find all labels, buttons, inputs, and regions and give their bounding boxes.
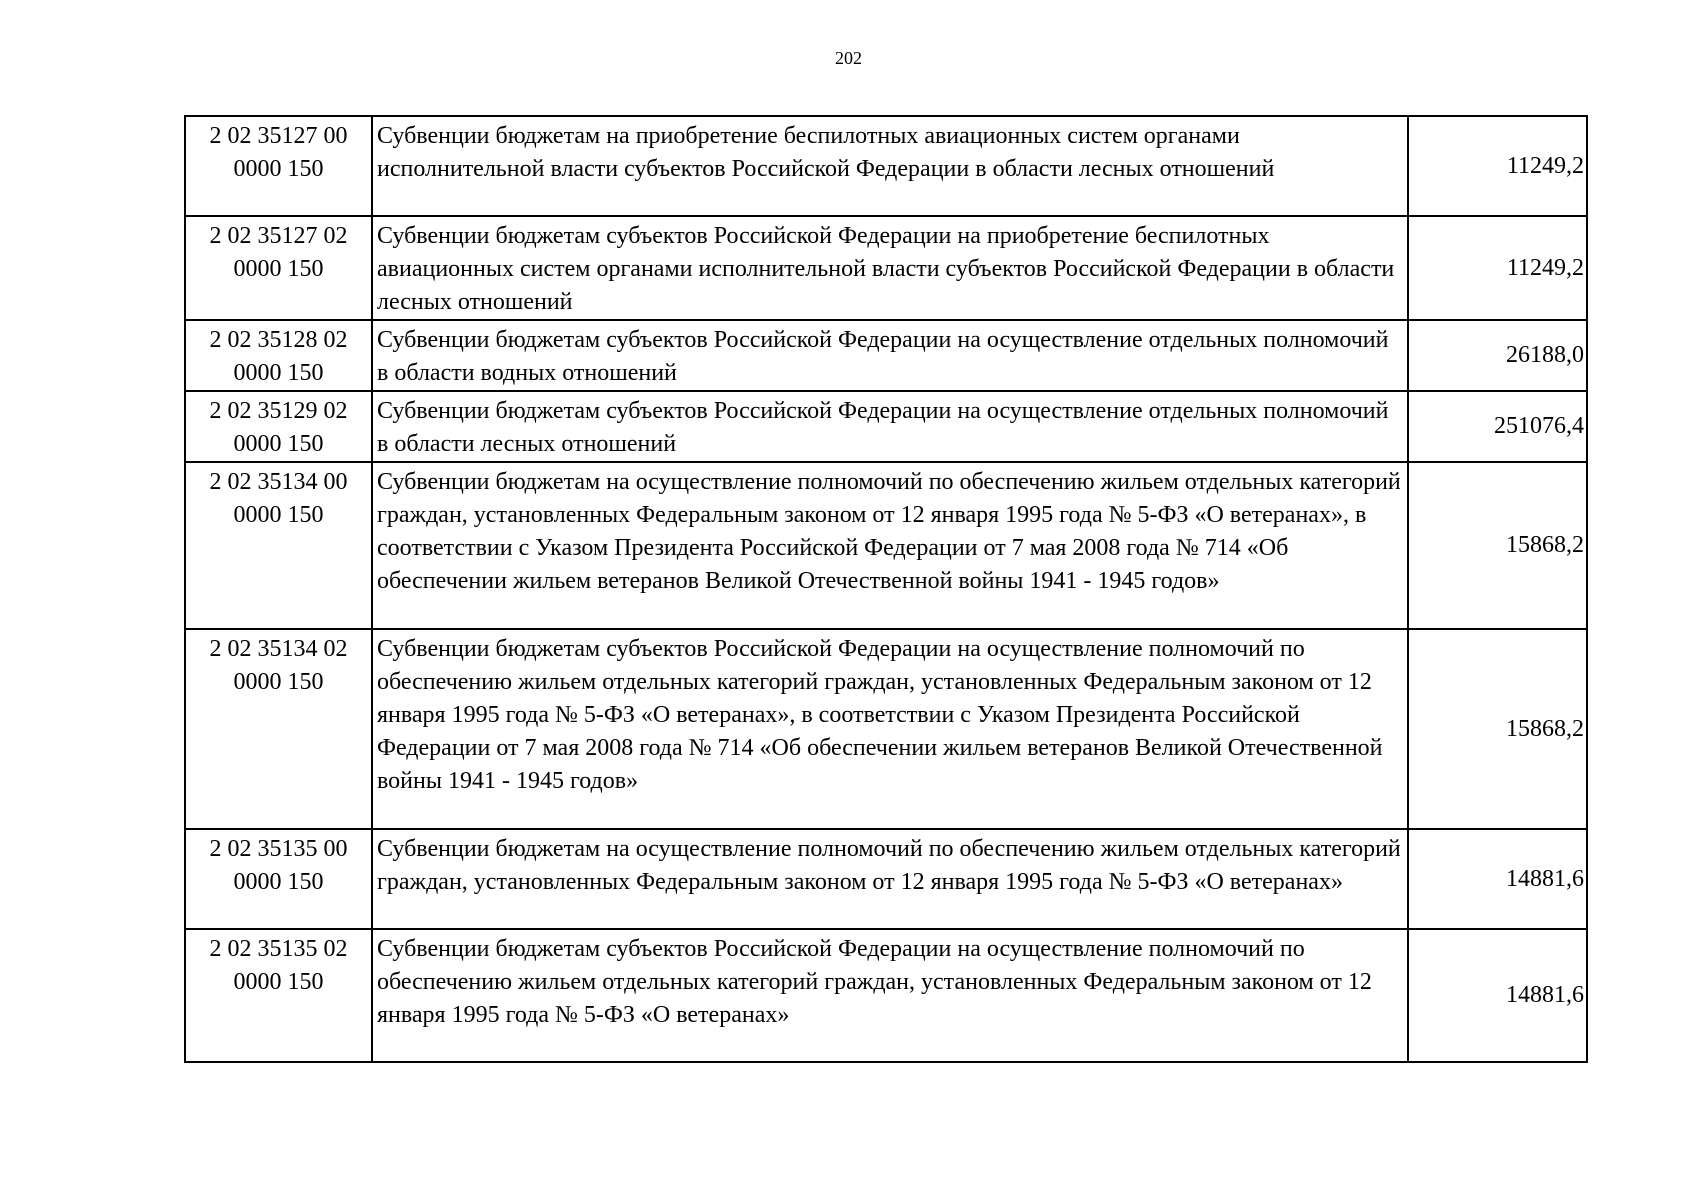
table-row [185,320,1587,391]
budget-code: 2 02 35134 02 0000 150 [185,629,372,829]
table-row [185,829,1587,929]
row-amount: 15868,2 [1408,629,1587,829]
table-row [185,216,1587,320]
row-description: Субвенции бюджетам субъектов Российской Федерации на осуществление отдельных полномочий в области лесных отношений [372,391,1408,462]
row-amount: 251076,4 [1408,391,1587,462]
row-amount: 15868,2 [1408,462,1587,629]
row-amount: 11249,2 [1408,116,1587,216]
table-row [185,929,1587,1062]
budget-code: 2 02 35128 02 0000 150 [185,320,372,391]
row-description: Субвенции бюджетам на осуществление полномочий по обеспечению жильем отдельных категорий граждан, установленных Федеральным законом от 12 января 1995 года № 5-ФЗ «О ветеранах», в соответствии с Указом Президента Российской Федерации от 7 мая 2008 года № 714 «Об обеспечении жильем ветеранов Великой Отечественной войны 1941 - 1945 годов» [372,462,1408,629]
table-row [185,391,1587,462]
table-row [185,116,1587,216]
row-description: Субвенции бюджетам субъектов Российской Федерации на осуществление полномочий по обеспечению жильем отдельных категорий граждан, установленных Федеральным законом от 12 января 1995 года № 5-ФЗ «О ветеранах», в соответствии с Указом Президента Российской Федерации от 7 мая 2008 года № 714 «Об обеспечении жильем ветеранов Великой Отечественной войны 1941 - 1945 годов» [372,629,1408,829]
row-description: Субвенции бюджетам на осуществление полномочий по обеспечению жильем отдельных категорий граждан, установленных Федеральным законом от 12 января 1995 года № 5-ФЗ «О ветеранах» [372,829,1408,929]
budget-code: 2 02 35127 02 0000 150 [185,216,372,320]
budget-code: 2 02 35135 00 0000 150 [185,829,372,929]
budget-code: 2 02 35129 02 0000 150 [185,391,372,462]
budget-table [184,115,1588,1063]
row-description: Субвенции бюджетам субъектов Российской Федерации на приобретение беспилотных авиационных систем органами исполнительной власти субъектов Российской Федерации в области лесных отношений [372,216,1408,320]
row-description: Субвенции бюджетам субъектов Российской Федерации на осуществление отдельных полномочий в области водных отношений [372,320,1408,391]
row-amount: 14881,6 [1408,929,1587,1062]
row-amount: 26188,0 [1408,320,1587,391]
row-amount: 11249,2 [1408,216,1587,320]
row-amount: 14881,6 [1408,829,1587,929]
row-description: Субвенции бюджетам субъектов Российской Федерации на осуществление полномочий по обеспечению жильем отдельных категорий граждан, установленных Федеральным законом от 12 января 1995 года № 5-ФЗ «О ветеранах» [372,929,1408,1062]
page-number: 202 [835,48,862,68]
table-row [185,462,1587,629]
row-description: Субвенции бюджетам на приобретение беспилотных авиационных систем органами исполнительной власти субъектов Российской Федерации в области лесных отношений [372,116,1408,216]
budget-code: 2 02 35134 00 0000 150 [185,462,372,629]
budget-code: 2 02 35127 00 0000 150 [185,116,372,216]
budget-code: 2 02 35135 02 0000 150 [185,929,372,1062]
table-row [185,629,1587,829]
